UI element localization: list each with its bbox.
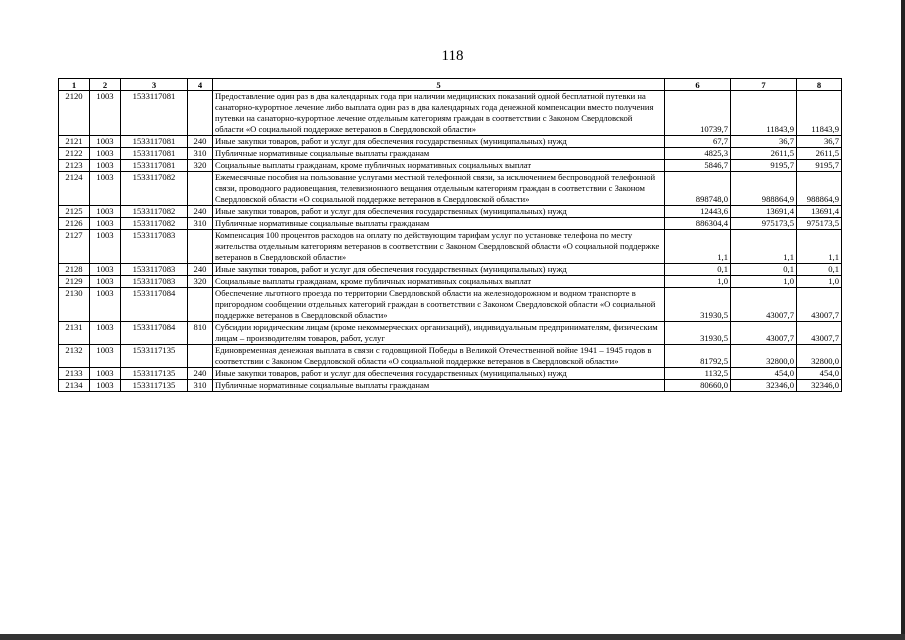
expense-type-cell: 240 [188, 368, 213, 380]
scan-edge-right [901, 0, 905, 640]
amount-col6-cell: 898748,0 [665, 172, 731, 206]
amount-col7-cell: 988864,9 [731, 172, 797, 206]
amount-col7-cell: 43007,7 [731, 322, 797, 345]
expense-type-cell: 310 [188, 148, 213, 160]
table-row [59, 368, 842, 380]
amount-col6-cell: 31930,5 [665, 322, 731, 345]
target-article-cell: 1533117083 [121, 276, 188, 288]
expense-type-cell: 320 [188, 160, 213, 172]
expense-type-cell: 310 [188, 380, 213, 392]
budget-table [58, 78, 842, 392]
table-row [59, 322, 842, 345]
amount-col7-cell: 1,1 [731, 230, 797, 264]
amount-col6-cell: 12443,6 [665, 206, 731, 218]
table-row [59, 230, 842, 264]
section-code-cell: 1003 [90, 172, 121, 206]
target-article-cell: 1533117084 [121, 322, 188, 345]
row-number-cell: 2131 [59, 322, 90, 345]
header-cell: 4 [188, 79, 213, 91]
amount-col8-cell: 975173,5 [797, 218, 842, 230]
amount-col8-cell: 32346,0 [797, 380, 842, 392]
amount-col6-cell: 1132,5 [665, 368, 731, 380]
description-cell: Предоставление один раз в два календарных года при наличии медицинских показаний одной бесплатной путевки на санаторно-курортное лечение либо выплата один раз в два календарных года денежной компенсации вместо получения путевки на санаторно-курортное лечение отдельным категориям граждан в соответствии с Законом Свердловской области «О социальной поддержке ветеранов в Свердловской области» [213, 91, 665, 136]
amount-col6-cell: 10739,7 [665, 91, 731, 136]
expense-type-cell [188, 172, 213, 206]
target-article-cell: 1533117084 [121, 288, 188, 322]
row-number-cell: 2130 [59, 288, 90, 322]
row-number-cell: 2121 [59, 136, 90, 148]
amount-col7-cell: 2611,5 [731, 148, 797, 160]
amount-col8-cell: 43007,7 [797, 288, 842, 322]
section-code-cell: 1003 [90, 136, 121, 148]
target-article-cell: 1533117083 [121, 264, 188, 276]
section-code-cell: 1003 [90, 288, 121, 322]
amount-col7-cell: 454,0 [731, 368, 797, 380]
expense-type-cell [188, 91, 213, 136]
row-number-cell: 2126 [59, 218, 90, 230]
amount-col7-cell: 36,7 [731, 136, 797, 148]
target-article-cell: 1533117135 [121, 345, 188, 368]
amount-col8-cell: 43007,7 [797, 322, 842, 345]
description-cell: Ежемесячные пособия на пользование услугами местной телефонной связи, за исключением беспроводной телефонной связи, проводного радиовещания, телевизионного вещания отдельным категориям граждан в соответствии с Законом Свердловской области «О социальной поддержке ветеранов в Свердловской области» [213, 172, 665, 206]
description-cell: Публичные нормативные социальные выплаты гражданам [213, 218, 665, 230]
amount-col8-cell: 11843,9 [797, 91, 842, 136]
target-article-cell: 1533117083 [121, 230, 188, 264]
amount-col7-cell: 0,1 [731, 264, 797, 276]
amount-col8-cell: 36,7 [797, 136, 842, 148]
row-number-cell: 2129 [59, 276, 90, 288]
amount-col6-cell: 5846,7 [665, 160, 731, 172]
description-cell: Публичные нормативные социальные выплаты гражданам [213, 380, 665, 392]
table-row [59, 136, 842, 148]
header-cell: 3 [121, 79, 188, 91]
expense-type-cell: 240 [188, 206, 213, 218]
target-article-cell: 1533117082 [121, 172, 188, 206]
amount-col6-cell: 1,0 [665, 276, 731, 288]
amount-col6-cell: 81792,5 [665, 345, 731, 368]
expense-type-cell: 320 [188, 276, 213, 288]
table-row [59, 264, 842, 276]
target-article-cell: 1533117135 [121, 380, 188, 392]
description-cell: Обеспечение льготного проезда по территории Свердловской области на железнодорожном и водном транспорте в пригородном сообщении отдельных категорий граждан в соответствии с Законом Свердловской области «О социальной поддержке ветеранов в Свердловской области» [213, 288, 665, 322]
expense-type-cell: 810 [188, 322, 213, 345]
row-number-cell: 2122 [59, 148, 90, 160]
section-code-cell: 1003 [90, 206, 121, 218]
table-row [59, 380, 842, 392]
amount-col8-cell: 988864,9 [797, 172, 842, 206]
target-article-cell: 1533117081 [121, 91, 188, 136]
table-row [59, 206, 842, 218]
expense-type-cell: 310 [188, 218, 213, 230]
description-cell: Социальные выплаты гражданам, кроме публичных нормативных социальных выплат [213, 160, 665, 172]
description-cell: Публичные нормативные социальные выплаты гражданам [213, 148, 665, 160]
table-header-row [59, 79, 842, 91]
row-number-cell: 2123 [59, 160, 90, 172]
header-cell: 6 [665, 79, 731, 91]
table-row [59, 218, 842, 230]
section-code-cell: 1003 [90, 264, 121, 276]
section-code-cell: 1003 [90, 368, 121, 380]
table-row [59, 91, 842, 136]
amount-col6-cell: 31930,5 [665, 288, 731, 322]
amount-col7-cell: 13691,4 [731, 206, 797, 218]
table-row [59, 172, 842, 206]
section-code-cell: 1003 [90, 160, 121, 172]
section-code-cell: 1003 [90, 380, 121, 392]
target-article-cell: 1533117081 [121, 160, 188, 172]
expense-type-cell [188, 288, 213, 322]
description-cell: Компенсация 100 процентов расходов на оплату по действующим тарифам услуг по установке телефона по месту жительства отдельным категориям ветеранов в соответствии с Законом Свердловской области «О социальной поддержке ветеранов в Свердловской области» [213, 230, 665, 264]
header-cell: 1 [59, 79, 90, 91]
amount-col8-cell: 13691,4 [797, 206, 842, 218]
amount-col8-cell: 2611,5 [797, 148, 842, 160]
target-article-cell: 1533117135 [121, 368, 188, 380]
section-code-cell: 1003 [90, 276, 121, 288]
amount-col7-cell: 975173,5 [731, 218, 797, 230]
description-cell: Иные закупки товаров, работ и услуг для обеспечения государственных (муниципальных) нужд [213, 136, 665, 148]
amount-col8-cell: 32800,0 [797, 345, 842, 368]
amount-col6-cell: 67,7 [665, 136, 731, 148]
description-cell: Социальные выплаты гражданам, кроме публичных нормативных социальных выплат [213, 276, 665, 288]
scan-edge-bottom [0, 634, 905, 640]
section-code-cell: 1003 [90, 322, 121, 345]
section-code-cell: 1003 [90, 218, 121, 230]
table-row [59, 345, 842, 368]
expense-type-cell: 240 [188, 264, 213, 276]
amount-col7-cell: 32800,0 [731, 345, 797, 368]
description-cell: Единовременная денежная выплата в связи с годовщиной Победы в Великой Отечественной войне 1941 – 1945 годов в соответствии с Законом Свердловской области «О социальной поддержке ветеранов в Свердловской области» [213, 345, 665, 368]
row-number-cell: 2133 [59, 368, 90, 380]
section-code-cell: 1003 [90, 345, 121, 368]
table-row [59, 288, 842, 322]
row-number-cell: 2132 [59, 345, 90, 368]
section-code-cell: 1003 [90, 230, 121, 264]
header-cell: 2 [90, 79, 121, 91]
row-number-cell: 2128 [59, 264, 90, 276]
amount-col6-cell: 4825,3 [665, 148, 731, 160]
amount-col8-cell: 454,0 [797, 368, 842, 380]
row-number-cell: 2134 [59, 380, 90, 392]
amount-col6-cell: 886304,4 [665, 218, 731, 230]
target-article-cell: 1533117081 [121, 136, 188, 148]
amount-col8-cell: 9195,7 [797, 160, 842, 172]
page-number: 118 [441, 48, 464, 64]
row-number-cell: 2125 [59, 206, 90, 218]
expense-type-cell [188, 345, 213, 368]
amount-col7-cell: 32346,0 [731, 380, 797, 392]
amount-col6-cell: 0,1 [665, 264, 731, 276]
header-cell: 5 [213, 79, 665, 91]
table-row [59, 148, 842, 160]
row-number-cell: 2124 [59, 172, 90, 206]
description-cell: Субсидии юридическим лицам (кроме некоммерческих организаций), индивидуальным предпринимателям, физическим лицам – производителям товаров, работ, услуг [213, 322, 665, 345]
amount-col8-cell: 0,1 [797, 264, 842, 276]
target-article-cell: 1533117082 [121, 206, 188, 218]
section-code-cell: 1003 [90, 91, 121, 136]
description-cell: Иные закупки товаров, работ и услуг для обеспечения государственных (муниципальных) нужд [213, 264, 665, 276]
header-cell: 7 [731, 79, 797, 91]
amount-col7-cell: 1,0 [731, 276, 797, 288]
amount-col7-cell: 43007,7 [731, 288, 797, 322]
amount-col8-cell: 1,0 [797, 276, 842, 288]
table-row [59, 276, 842, 288]
table-row [59, 160, 842, 172]
amount-col7-cell: 11843,9 [731, 91, 797, 136]
amount-col6-cell: 1,1 [665, 230, 731, 264]
row-number-cell: 2120 [59, 91, 90, 136]
amount-col8-cell: 1,1 [797, 230, 842, 264]
expense-type-cell [188, 230, 213, 264]
description-cell: Иные закупки товаров, работ и услуг для обеспечения государственных (муниципальных) нужд [213, 368, 665, 380]
amount-col6-cell: 80660,0 [665, 380, 731, 392]
target-article-cell: 1533117081 [121, 148, 188, 160]
header-cell: 8 [797, 79, 842, 91]
target-article-cell: 1533117082 [121, 218, 188, 230]
expense-type-cell: 240 [188, 136, 213, 148]
row-number-cell: 2127 [59, 230, 90, 264]
description-cell: Иные закупки товаров, работ и услуг для обеспечения государственных (муниципальных) нужд [213, 206, 665, 218]
section-code-cell: 1003 [90, 148, 121, 160]
amount-col7-cell: 9195,7 [731, 160, 797, 172]
